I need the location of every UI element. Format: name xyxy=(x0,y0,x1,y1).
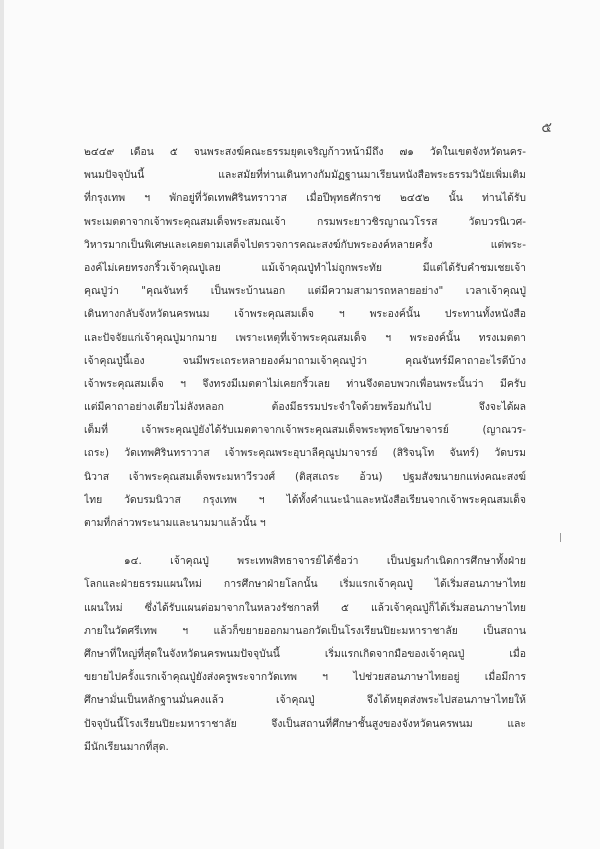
text-line: ปัจจุบันนี้โรงเรียนปิยะมหาราชาลัย จึงเป็นสถานที่ศึกษาชั้นสูงของจังหวัดนครพนม และ xyxy=(84,717,526,730)
text-line: เจ้าคุณปู่นี้เอง จนมีพระเถระหลายองค์มาถามเจ้าคุณปู่ว่า คุณจันทร์มีคาถาอะไรดีบ้าง xyxy=(84,354,526,367)
text-line: ๒๔๔๙ เดือน ๕ จนพระสงฆ์คณะธรรมยุตเจริญก้าวหน้ามีถึง ๗๑ วัดในเขตจังหวัดนคร- xyxy=(84,146,526,158)
text-line: พระเมตตาจากเจ้าพระคุณสมเด็จพระสมณเจ้า กรมพระยาวชิรญาณวโรรส วัดบวรนิเวศ- xyxy=(84,215,526,228)
margin-mark xyxy=(560,533,561,542)
text-line: แต่มีคาถาอย่างเดียวไม่ลังหลอก ต้องมีธรรมประจำใจด้วยพร้อมกันไป จึงจะได้ผล xyxy=(84,401,526,414)
text-line: เจ้าพระคุณสมเด็จ ฯ จึงทรงมีเมตตาไม่เคยกริ้วเลย ท่านจึงตอบพวกเพื่อนพระนั้นว่า มีครับ xyxy=(84,377,526,390)
text-line: มีนักเรียนมากที่สุด. xyxy=(84,740,169,753)
text-line: ภายในวัดศรีเทพ ฯ แล้วก็ขยายออกมานอกวัดเป็นโรงเรียนปิยะมหาราชาลัย เป็นสถาน xyxy=(84,624,526,637)
text-line: ศึกษามั่นเป็นหลักฐานมั่นคงแล้ว เจ้าคุณปู่ จึงได้หยุดส่งพระไปสอนภาษาไทยให้ xyxy=(84,694,526,707)
page-number: ๕ xyxy=(541,120,552,136)
text-line: เดินทางกลับจังหวัดนครพนม เจ้าพระคุณสมเด็จ ฯ พระองค์นั้น ประทานทั้งหนังสือ xyxy=(84,308,526,321)
text-line: ไทย วัดบรมนิวาส กรุงเทพ ฯ ได้ทั้งคำแนะนำและหนังสือเรียนจากเจ้าพระคุณสมเด็จ xyxy=(84,493,526,506)
text-line: เถระ) วัดเทพศิรินทราวาส เจ้าพระคุณพระอุบาลีคุณูปมาจารย์ (สิริจนฺโท จันทร์) วัดบรม xyxy=(84,447,526,460)
text-line: นิวาส เจ้าพระคุณสมเด็จพระมหาวีรวงศ์ (ติสฺสเถระ อ้วน) ปฐมสังฆนายกแห่งคณะสงฆ์ xyxy=(84,470,526,483)
text-line: ศึกษาที่ใหญ่ที่สุดในจังหวัดนครพนมปัจจุบันนี้ เริ่มแรกเกิดจากมือของเจ้าคุณปู่ เมื่อ xyxy=(84,647,526,660)
text-line: ตามที่กล่าวพระนามและนามมาแล้วนั้น ฯ xyxy=(84,517,266,529)
scan-edge-shadow xyxy=(0,0,4,849)
text-line: พนมปัจจุบันนี้ และสมัยที่ท่านเดินทางกัมมัฏฐานมาเรียนหนังสือพระธรรมวินัยเพิ่มเติม xyxy=(84,169,526,182)
paragraph-1 xyxy=(84,141,526,535)
text-line: ที่กรุงเทพ ฯ พักอยู่ที่วัดเทพศิรินทราวาส เมื่อปีพุทธศักราช ๒๔๕๒ นั้น ท่านได้รับ xyxy=(84,192,526,205)
text-line: แผนใหม่ ซึ่งได้รับแผนต่อมาจากในหลวงรัชกาลที่ ๕ แล้วเจ้าคุณปู่ก็ได้เริ่มสอนภาษาไทย xyxy=(84,601,526,614)
text-line: ๑๔. เจ้าคุณปู่ พระเทพสิทธาจารย์ได้ชื่อว่า เป็นปฐมกำเนิดการศึกษาทั้งฝ่าย xyxy=(124,555,526,568)
text-line: ขยายไปครั้งแรกเจ้าคุณปู่ยังส่งครูพระจากวัดเทพ ฯ ไปช่วยสอนภาษาไทยอยู่ เมื่อมีการ xyxy=(84,671,526,684)
body-text xyxy=(84,141,526,759)
text-line: โลกและฝ่ายธรรมแผนใหม่ การศึกษาฝ่ายโลกนั้น เริ่มแรกเจ้าคุณปู่ ได้เริ่มสอนภาษาไทย xyxy=(84,578,526,591)
text-line: เต็มที่ เจ้าพระคุณปู่ยังได้รับเมตตาจากเจ้าพระคุณสมเด็จพระพุทธโฆษาจารย์ (ญาณวร- xyxy=(84,424,526,437)
text-line: คุณปู่ว่า "คุณจันทร์ เป็นพระบ้านนอก แต่มีความสามารถหลายอย่าง" เวลาเจ้าคุณปู่ xyxy=(84,285,526,298)
paragraph-2 xyxy=(84,550,526,759)
text-line: วิหารมากเป็นพิเศษและเคยตามเสด็จไปตรวจการคณะสงฆ์กับพระองค์หลายครั้ง แต่พระ- xyxy=(84,238,526,251)
text-line: องค์ไม่เคยทรงกริ้วเจ้าคุณปู่เลย แม้เจ้าคุณปู่ทำไม่ถูกพระทัย มีแต่ได้รับคำชมเชยเจ้า xyxy=(84,261,526,274)
text-line: และปัจจัยแก่เจ้าคุณปู่มากมาย เพราะเหตุที่เจ้าพระคุณสมเด็จ ฯ พระองค์นั้น ทรงเมตตา xyxy=(84,331,526,344)
paragraph-spacer xyxy=(84,535,526,550)
